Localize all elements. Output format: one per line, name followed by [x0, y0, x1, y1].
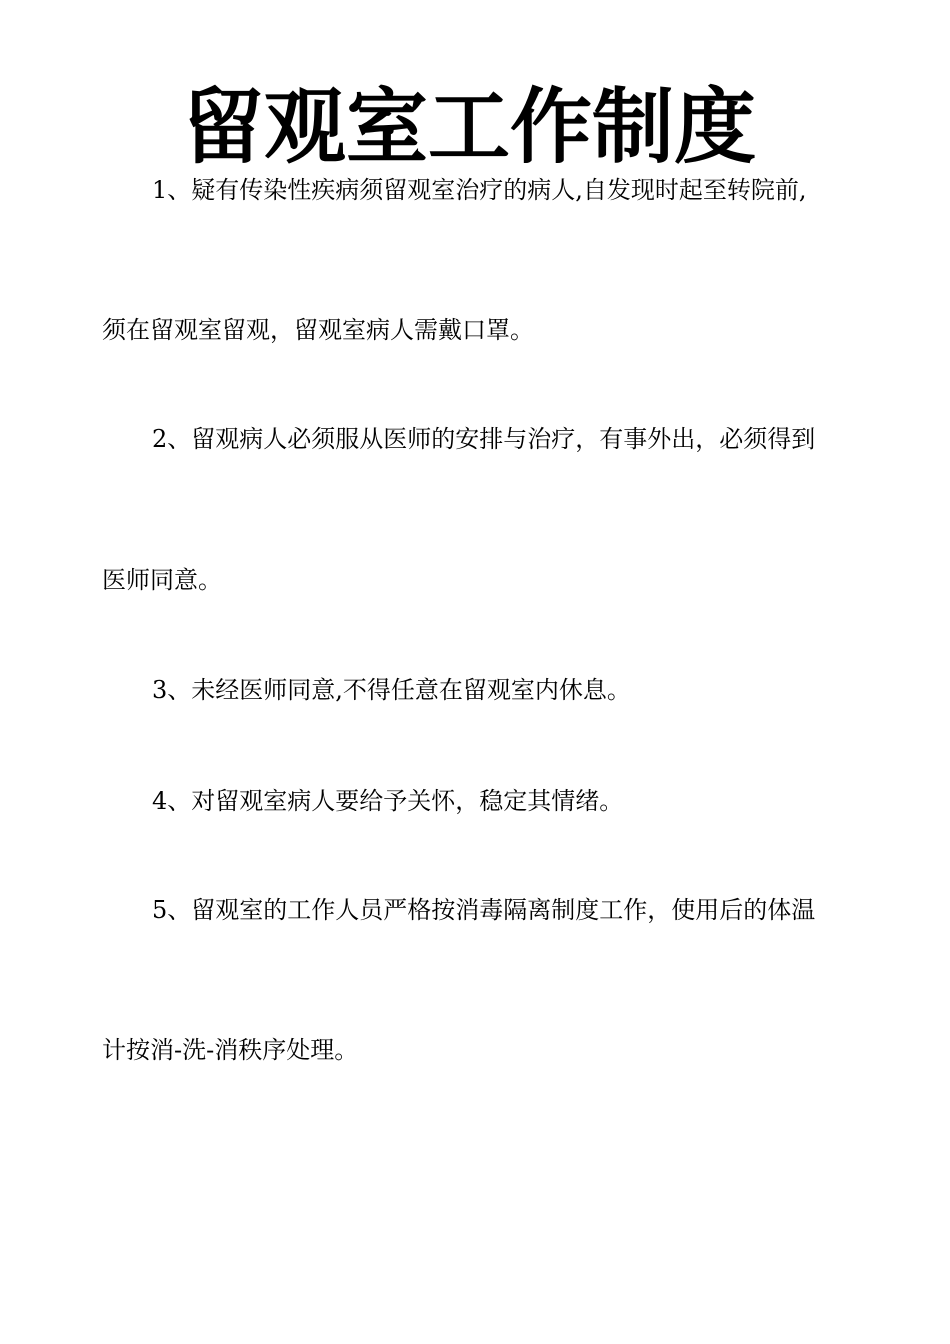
rule-3-line-1: 3、未经医师同意,不得任意在留观室内休息。 — [152, 676, 631, 704]
rule-4-line-1: 4、对留观室病人要给予关怀，稳定其情绪。 — [152, 787, 624, 815]
rule-1-line-2: 须在留观室留观，留观室病人需戴口罩。 — [102, 316, 534, 344]
rule-5-line-1: 5、留观室的工作人员严格按消毒隔离制度工作，使用后的体温 — [152, 896, 816, 924]
rule-2-line-1: 2、留观病人必须服从医师的安排与治疗，有事外出，必须得到 — [152, 425, 816, 453]
rule-1-line-1: 1、疑有传染性疾病须留观室治疗的病人,自发现时起至转院前, — [152, 176, 807, 204]
rule-2-line-2: 医师同意。 — [102, 566, 222, 594]
page-title: 留观室工作制度 — [181, 80, 756, 175]
rule-5-line-2: 计按消-洗-消秩序处理。 — [102, 1036, 359, 1064]
